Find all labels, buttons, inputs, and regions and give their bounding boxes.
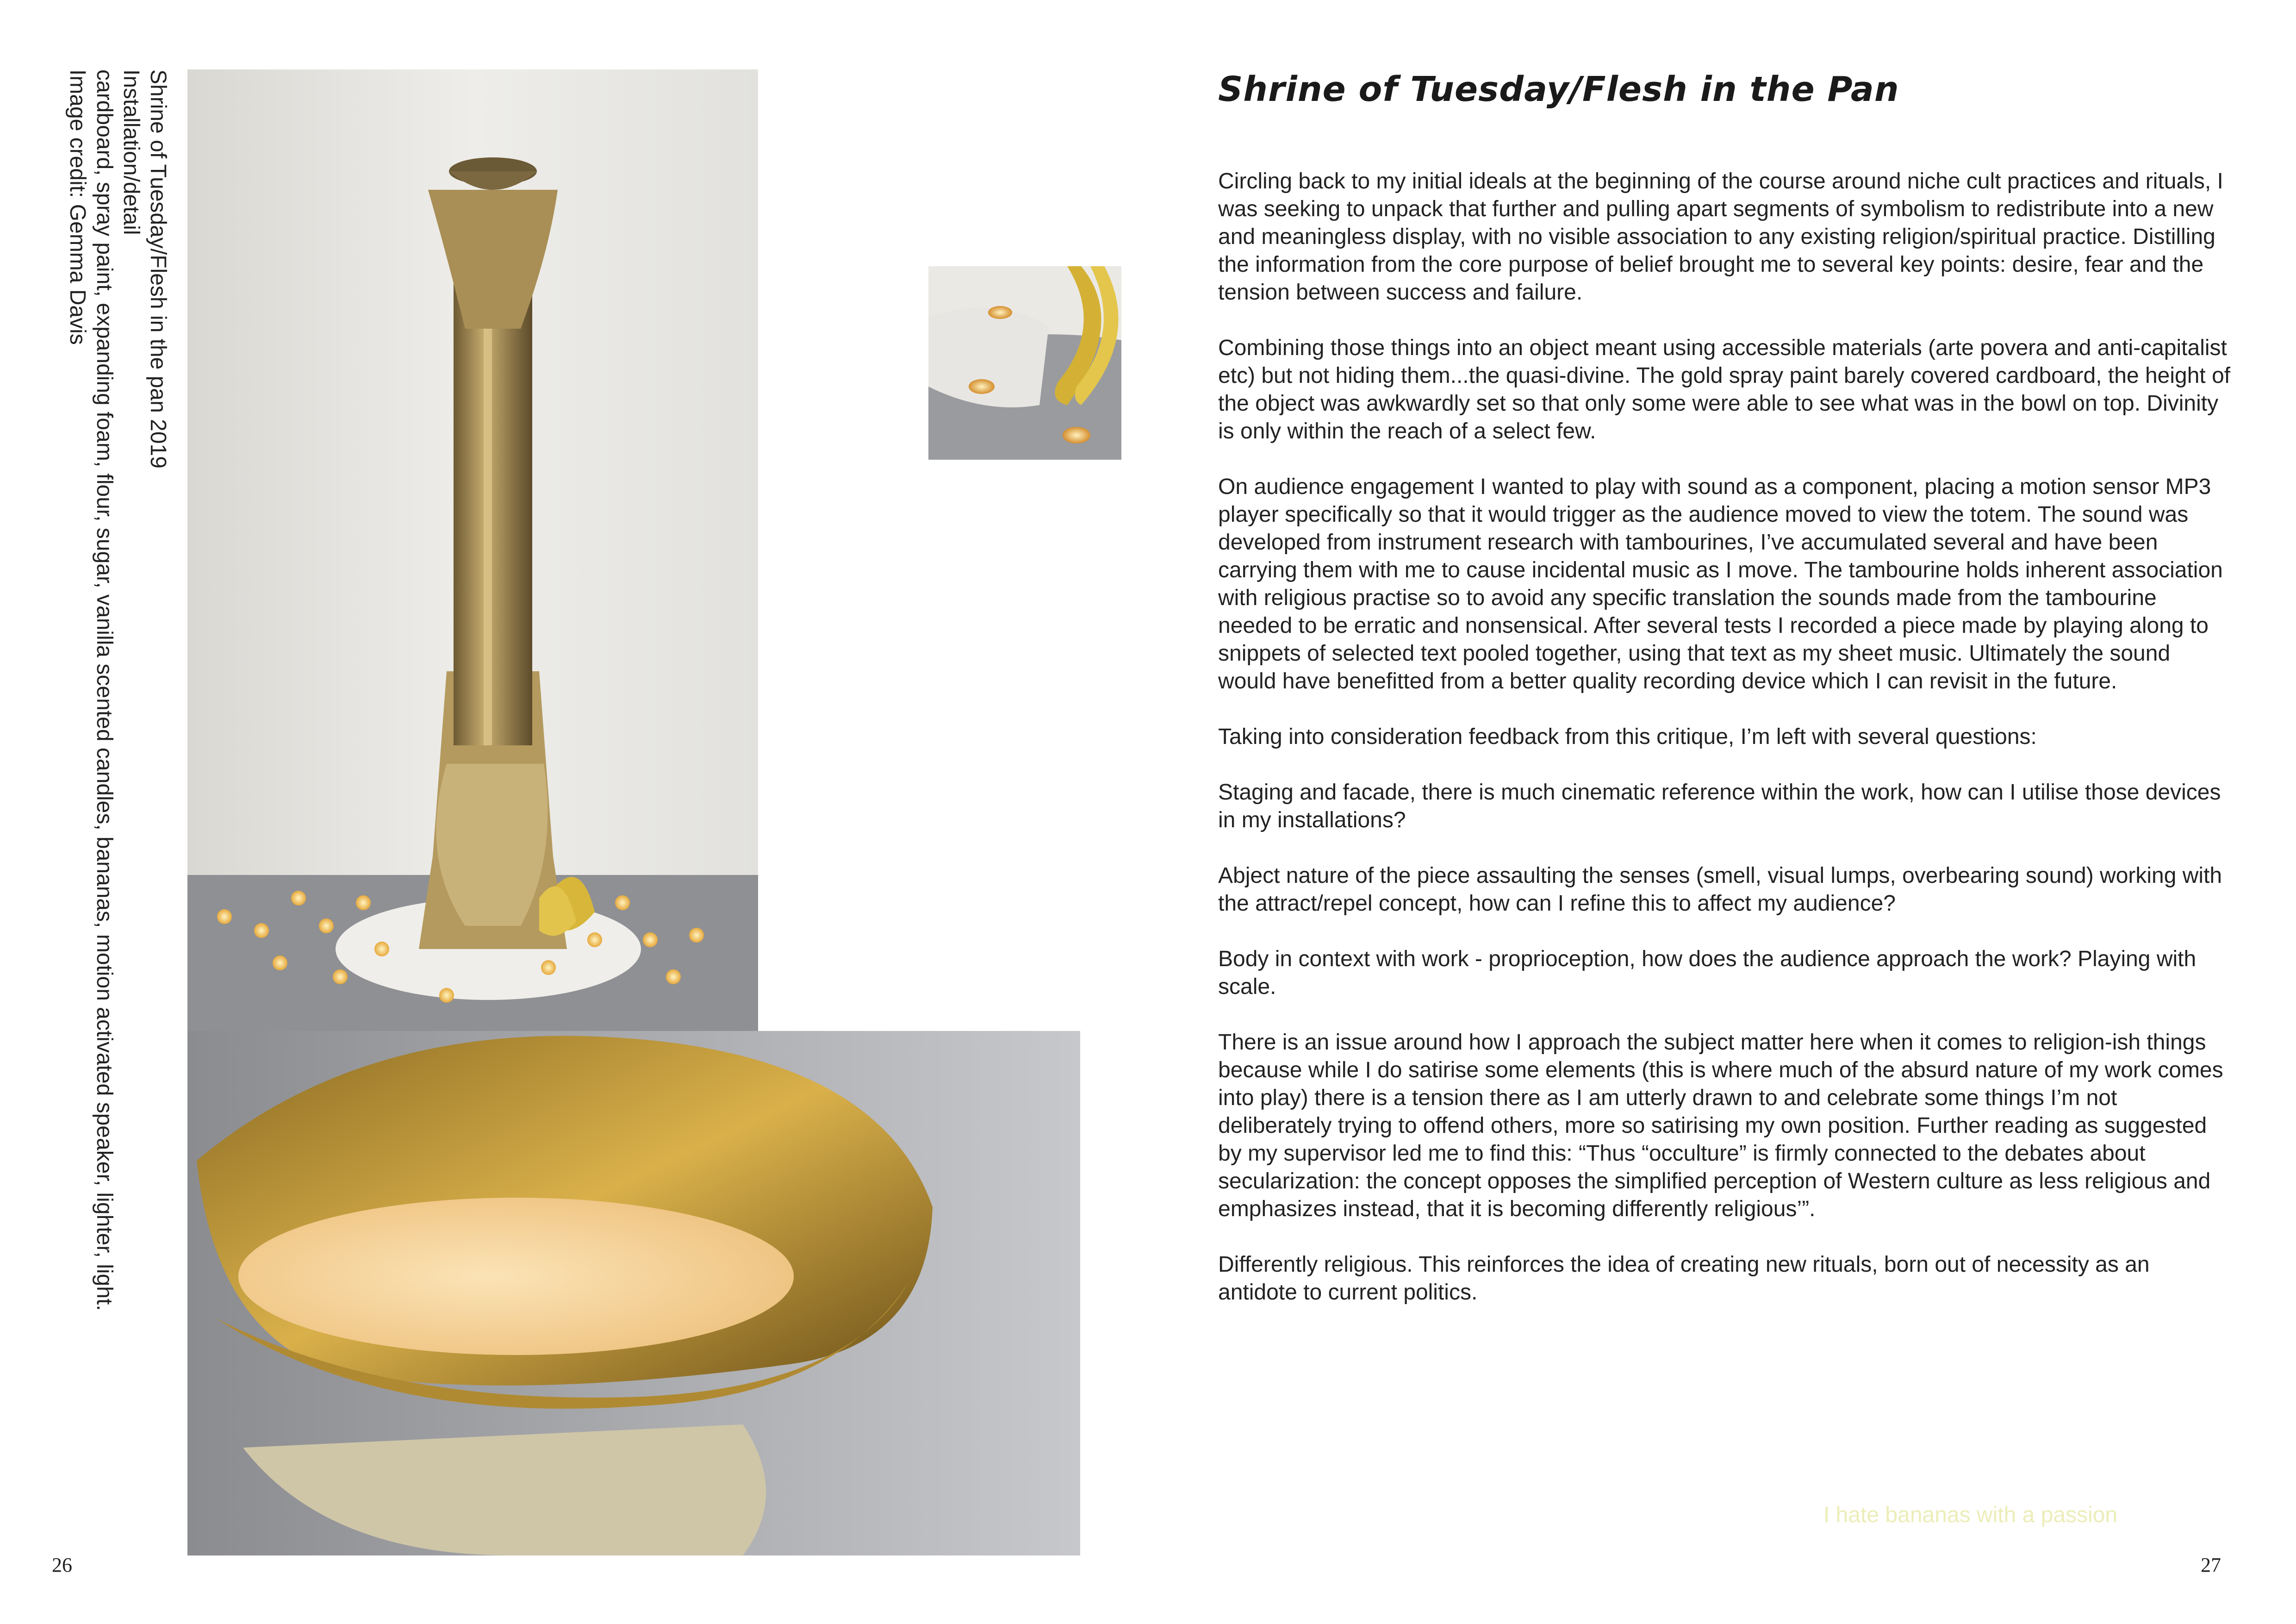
body-paragraph: Differently religious. This reinforces the idea of creating new rituals, born out of necessity as an antidote to current politics.	[1218, 1252, 2150, 1305]
candles-bananas-photo	[928, 266, 1121, 460]
photo-caption	[64, 69, 171, 1311]
body-paragraph: There is an issue around how I approach the subject matter here when it comes to religion-ish things because while I do satirise some elements (this is where much of the absurd nature of my work comes into play) there is a tension there as I am utterly drawn to and celebrate some things I’m not deliberately trying to offend others, more so satirising my own position. Further reading as suggested by my supervisor led me to find this: “Thus “occulture” is firmly connected to the debates about secularization: the concept opposes the simplified perception of Western culture as less religious and emphasizes instead, that it is becoming differently religious’”.	[1218, 1030, 2223, 1221]
article-body	[1218, 168, 2232, 1334]
body-paragraph: Staging and facade, there is much cinematic reference within the work, how can I utilise those devices in my installations?	[1218, 780, 2221, 832]
body-paragraph: Circling back to my initial ideals at the beginning of the course around niche cult practices and rituals, I was seeking to unpack that further and pulling apart segments of symbolism to redistribute into a new and meaningless display, with no visible association to any existing religion/spiritual practice. Distilling the information from the core purpose of belief brought me to several key points: desire, fear and the tension between success and failure.	[1218, 169, 2223, 305]
caption-type: Installation/detail	[119, 69, 143, 235]
page-number-right: 27	[2201, 1554, 2221, 1576]
body-paragraph: On audience engagement I wanted to play with sound as a component, placing a motion sensor MP3 player specifically so that it would trigger as the audience moved to view the totem. The sound was developed from instrument research with tambourines, I’ve accumulated several and have been carrying them with me to cause incidental music as I move. The tambourine holds inherent association with religious practise so to avoid any specific translation the sounds made from the tambourine needed to be erratic and nonsensical. After several tests I recorded a piece made by playing along to snippets of selected text pooled together, using that text as my sheet music. Ultimately the sound would have benefitted from a better quality recording device which I can revisit in the future.	[1218, 475, 2223, 693]
article-title: Shrine of Tuesday/Flesh in the Pan	[1218, 69, 1899, 109]
bowl-closeup-photo	[187, 1031, 1080, 1555]
body-paragraph: Body in context with work - proprioception, how does the audience approach the work? Playing with scale.	[1218, 947, 2196, 999]
page-number-left: 26	[52, 1554, 72, 1576]
aside-note: I hate bananas with a passion	[1823, 1503, 2118, 1527]
caption-credit: Image credit: Gemma Davis	[65, 69, 90, 345]
body-paragraph: Abject nature of the piece assaulting the senses (smell, visual lumps, overbearing sound) working with the attract/repel concept, how can I refine this to affect my audience?	[1218, 863, 2222, 916]
body-paragraph: Taking into consideration feedback from this critique, I’m left with several questions:	[1218, 725, 2037, 749]
shrine-photo	[187, 69, 758, 1031]
body-paragraph: Combining those things into an object meant using accessible materials (arte povera and anti-capitalist etc) but not hiding them...the quasi-divine. The gold spray paint barely covered cardboard, the height of the object was awkwardly set so that only some were able to see what was in the bowl on top. Divinity is only within the reach of a select few.	[1218, 336, 2231, 443]
caption-materials: cardboard, spray paint, expanding foam, flour, sugar, vanilla scented candles, bananas, motion activated speaker, lighter, light.	[92, 69, 117, 1311]
caption-title: Shrine of Tuesday/Flesh in the pan 2019	[146, 69, 170, 468]
